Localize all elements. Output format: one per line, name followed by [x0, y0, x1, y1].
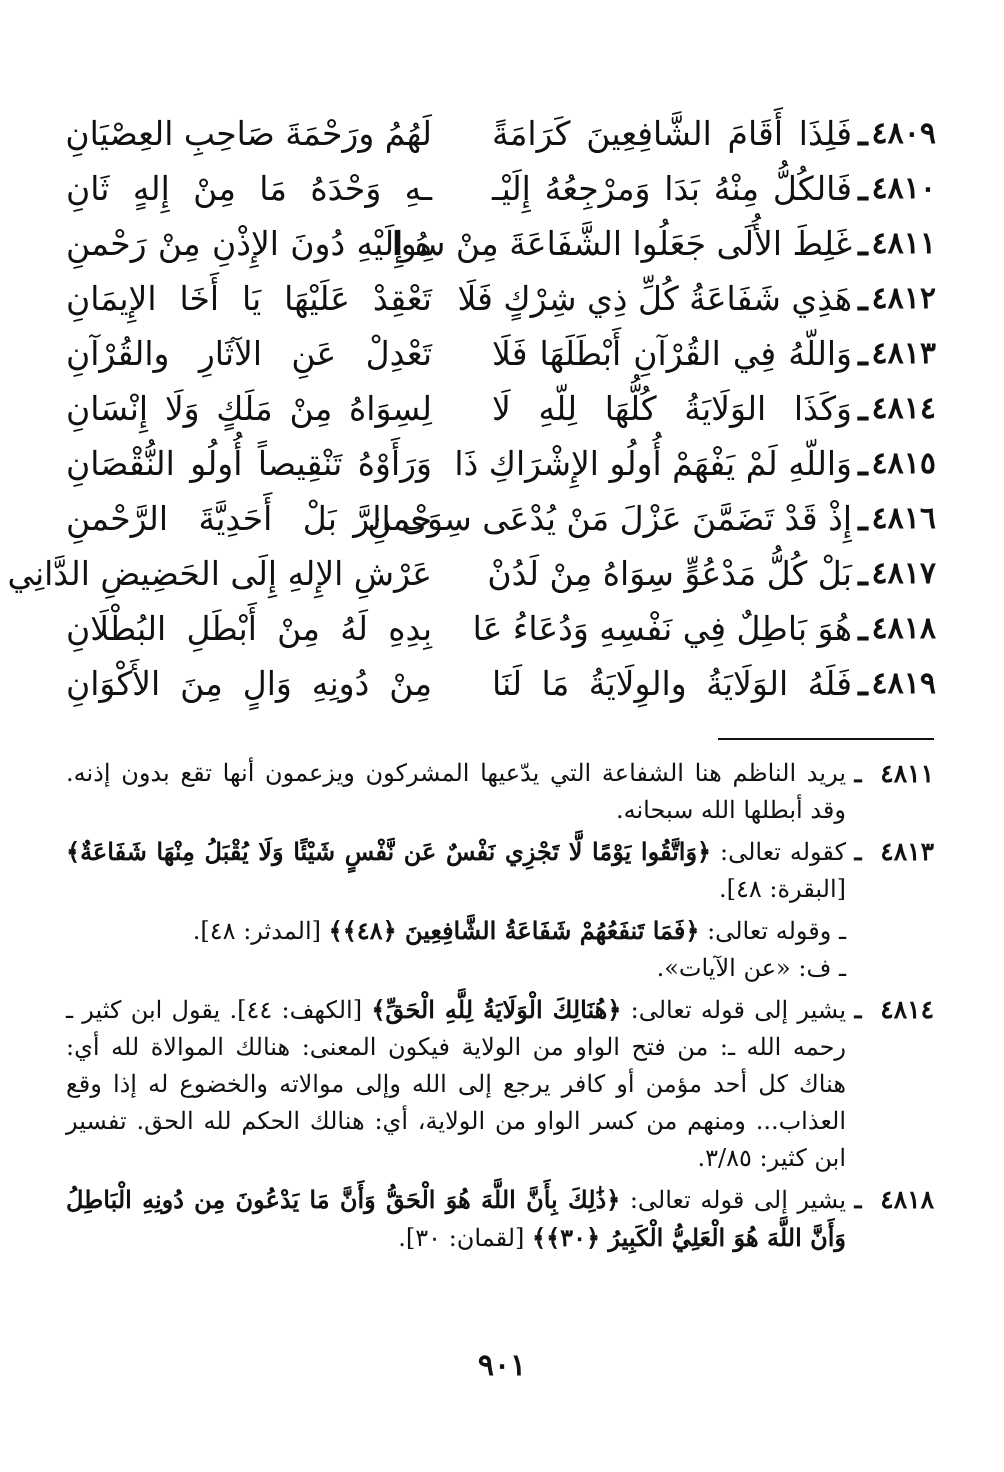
first-hemistich: هَذِي شَفَاعَةُ كُلِّ ذِي شِرْكٍ فَلَا — [457, 279, 852, 318]
footnote — [66, 755, 934, 829]
quran-quote: ﴿هُنَالِكَ الْوَلَايَةُ لِلَّهِ الْحَقِّ﴾ — [371, 995, 622, 1024]
verse-line — [66, 436, 936, 491]
second-hemistich: حْمنِ بَلْ أَحَدِيَّةَ الرَّحْمنِ — [66, 499, 432, 538]
verse-line — [66, 381, 936, 436]
verse-line — [66, 601, 936, 656]
verse-line — [66, 271, 936, 326]
footnote-intro: كقوله تعالى: — [711, 838, 846, 866]
verse-number: ٤٨٠٩ — [871, 116, 936, 151]
footnote-number: ٤٨١٤ — [880, 995, 934, 1024]
second-hemistich: وَرَأَوْهُ تَنْقِيصاً أُولُو النُّقْصَانِ — [66, 444, 432, 483]
first-hemistich: فَلِذَا أَقَامَ الشَّافِعِينَ كَرَامَةً — [492, 114, 852, 153]
second-hemistich: هُ إِلَيْهِ دُونَ الإِذْنِ مِنْ رَحْمنِ — [66, 224, 432, 263]
verse-line — [66, 216, 936, 271]
verse-number: ٤٨١٦ — [871, 501, 936, 536]
second-hemistich: مِنْ دُونِهِ وَالٍ مِنَ الأَكْوَانِ — [66, 664, 432, 703]
second-hemistich: ـهِ وَحْدَهُ مَا مِنْ إِلهٍ ثَانِ — [66, 169, 432, 208]
footnote-text: [الكهف: ٤٤]. يقول ابن كثير ـ رحمه الله ـ: من فتح الواو من الولاية فيكون المعنى: هنالك الموالاة لله أي: هناك كل أحد مؤمن أو كافر يرجع إلى الله وإلى موالاته والخضوع له إذا وقع العذاب... ومنهم من كسر الواو من الولاية، أي: هنالك الحكم لله الحق. تفسير ابن كثير: ٣/٨٥. — [66, 996, 846, 1172]
first-hemistich: بَلْ كُلُّ مَدْعُوٍّ سِوَاهُ مِنْ لَدُنْ — [487, 554, 852, 593]
verse-dash: ـ — [858, 664, 868, 703]
footnote — [66, 991, 934, 1177]
footnote-text: يريد الناظم هنا الشفاعة التي يدّعيها المشركون ويزعمون أنها تقع بدون إذنه. وقد أبطلها الله سبحانه. — [66, 759, 847, 824]
first-hemistich: فَلَهُ الوَلَايَةُ والوِلَايَةُ مَا لَنَا — [492, 664, 852, 703]
verse-number: ٤٨١٨ — [871, 611, 936, 646]
footnote-dash: ـ — [854, 1185, 862, 1214]
verse-dash: ـ — [858, 334, 868, 373]
verse-number: ٤٨١٥ — [871, 446, 936, 481]
second-hemistich: تَعْقِدْ عَلَيْهَا يَا أَخَا الإِيمَانِ — [66, 279, 432, 318]
footnote-dash: ـ — [854, 759, 862, 788]
verse-number: ٤٨١٠ — [871, 171, 936, 206]
poem-verses — [7, 106, 936, 711]
quran-quote: ﴿فَمَا تَنفَعُهُمْ شَفَاعَةُ الشَّافِعِينَ ﴿٤٨﴾﴾ — [328, 916, 700, 945]
citation: [لقمان: ٣٠]. — [398, 1224, 533, 1252]
verse-line — [66, 161, 936, 216]
second-hemistich: عَرْشِ الإِلهِ إِلَى الحَضِيضِ الدَّانِي — [7, 554, 432, 593]
page-number: ٩٠١ — [477, 1348, 527, 1383]
quran-quote: ﴿وَاتَّقُوا يَوْمًا لَّا تَجْزِي نَفْسٌ عَن نَّفْسٍ شَيْئًا وَلَا يُقْبَلُ مِنْهَا شَفَاعَةٌ﴾ — [66, 837, 712, 866]
verse-dash: ـ — [858, 389, 868, 428]
footnote-dash: ـ — [854, 995, 862, 1024]
first-hemistich: فَالكُلُّ مِنْهُ بَدَا وَمرْجِعُهُ إِلَيْـ — [492, 169, 852, 208]
second-hemistich: تَعْدِلْ عَنِ الآثَارِ والقُرْآنِ — [66, 334, 432, 373]
first-hemistich: غَلِطَ الأُلَى جَعَلُوا الشَّفَاعَةَ مِنْ سِوا — [391, 224, 852, 263]
verse-dash: ـ — [858, 499, 868, 538]
verse-dash: ـ — [858, 609, 868, 648]
second-hemistich: بِدِهِ لَهُ مِنْ أَبْطَلِ البُطْلَانِ — [66, 609, 432, 648]
verse-dash: ـ — [858, 444, 868, 483]
first-hemistich: وَكَذَا الوَلَايَةُ كُلُّهَا لِلّهِ لَا — [492, 389, 852, 428]
first-hemistich: إِذْ قَدْ تَضَمَّنَ عَزْلَ مَنْ يُدْعَى سِوَى الرَّ — [353, 499, 852, 538]
footnote-divider — [718, 738, 934, 740]
footnote — [66, 833, 934, 908]
verse-number: ٤٨١٤ — [871, 391, 936, 426]
first-hemistich: وَاللّهُ فِي القُرْآنِ أَبْطَلَهَا فَلَا — [492, 334, 852, 373]
verse-dash: ـ — [858, 114, 868, 153]
footnote-number: ٤٨١٨ — [880, 1185, 934, 1214]
verse-line — [66, 491, 936, 546]
verse-line — [7, 546, 936, 601]
first-hemistich: وَاللّهِ لَمْ يَفْهَمْ أُولُو الإِشْرَاكِ ذَا — [454, 444, 852, 483]
verse-dash: ـ — [858, 224, 868, 263]
verse-number: ٤٨١٢ — [871, 281, 936, 316]
quran-quote: ﴿ذَٰلِكَ بِأَنَّ اللَّهَ هُوَ الْحَقُّ وَأَنَّ مَا يَدْعُونَ مِن دُونِهِ الْبَاطِلُ وَأَنَّ اللَّهَ هُوَ الْعَلِيُّ الْكَبِيرُ ﴿٣٠﴾﴾ — [66, 1185, 846, 1252]
citation: [المدثر: ٤٨]. — [192, 917, 329, 945]
verse-line — [66, 656, 936, 711]
citation: [البقرة: ٤٨]. — [718, 875, 846, 903]
verse-number: ٤٨١١ — [871, 226, 936, 261]
second-hemistich: لَهُمُ ورَحْمَةَ صَاحِبِ العِصْيَانِ — [65, 114, 432, 153]
footnote — [66, 1181, 934, 1257]
verse-dash: ـ — [858, 279, 868, 318]
verse-dash: ـ — [858, 554, 868, 593]
footnote-subline — [66, 912, 846, 950]
verse-number: ٤٨١٩ — [871, 666, 936, 701]
footnote-intro: ـ وقوله تعالى: — [699, 917, 846, 945]
footnote-intro: يشير إلى قوله تعالى: — [621, 996, 846, 1024]
verse-line — [66, 106, 936, 161]
footnote-intro: يشير إلى قوله تعالى: — [620, 1186, 846, 1214]
first-hemistich: هُوَ بَاطِلٌ فِي نَفْسِهِ وَدُعَاءُ عَا — [472, 609, 852, 648]
footnote-number: ٤٨١١ — [880, 759, 934, 788]
second-hemistich: لِسِوَاهُ مِنْ مَلَكٍ وَلَا إِنْسَانِ — [66, 389, 432, 428]
verse-number: ٤٨١٣ — [871, 336, 936, 371]
footnote-subline: ـ ف: «عن الآيات». — [656, 954, 846, 982]
verse-number: ٤٨١٧ — [871, 556, 936, 591]
footnotes — [66, 755, 934, 1261]
footnote-dash: ـ — [854, 837, 862, 866]
verse-line — [66, 326, 936, 381]
verse-dash: ـ — [858, 169, 868, 208]
footnote-number: ٤٨١٣ — [880, 837, 934, 866]
